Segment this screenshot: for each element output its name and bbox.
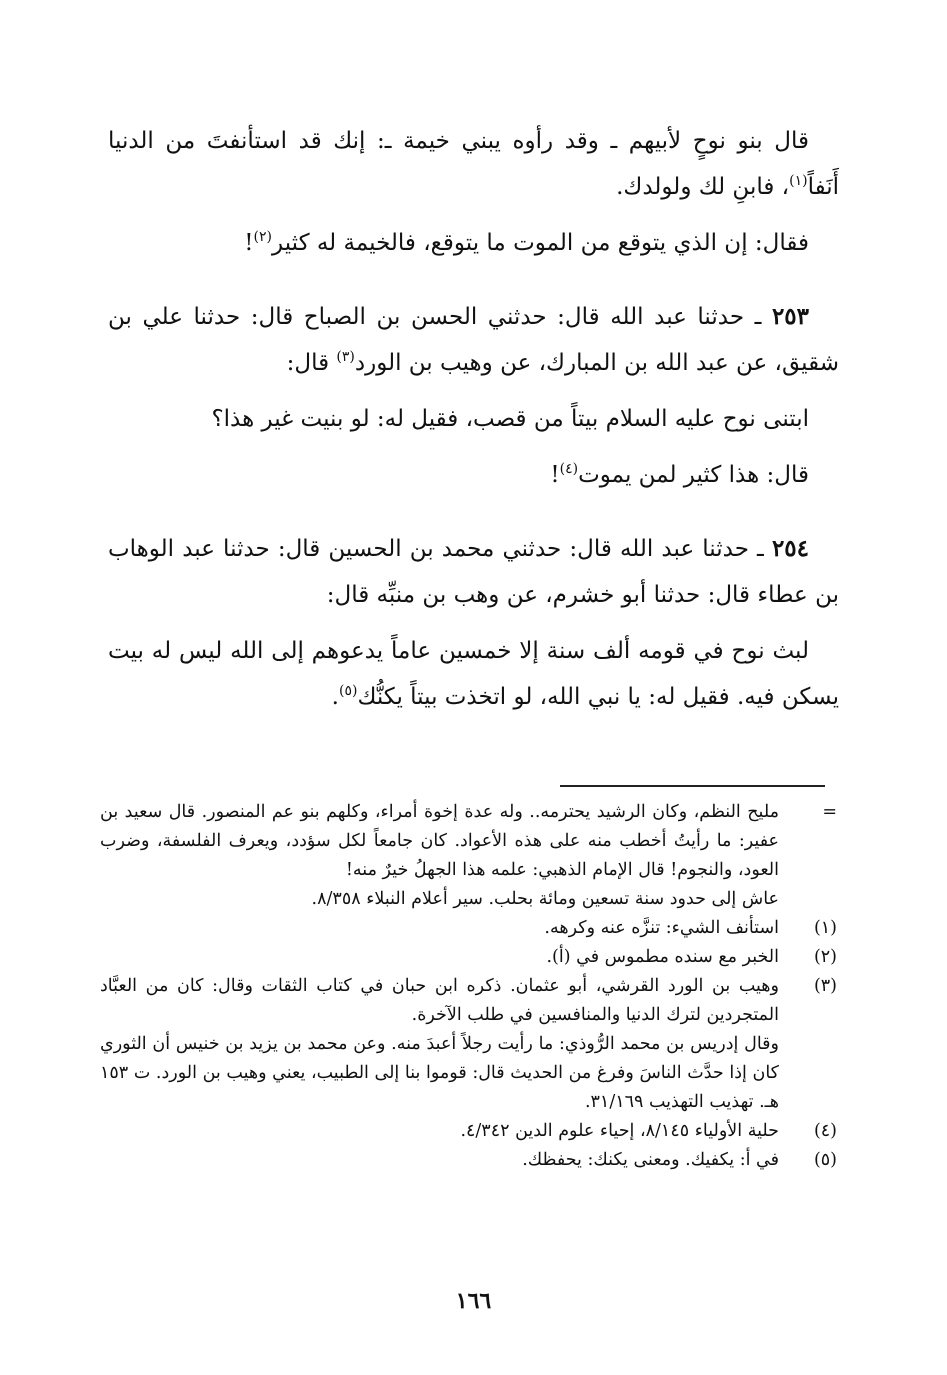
footnote-text: الخبر مع سنده مطموس في (أ).	[546, 947, 779, 967]
footnote-text: في أ: يكفيك. ومعنى يكنك: يحفظك.	[522, 1150, 779, 1170]
text-run: !	[244, 230, 254, 256]
paragraph	[108, 220, 839, 266]
footnote-text: عاش إلى حدود سنة تسعين ومائة بحلب. سير أعلام النبلاء ٨/٣٥٨.	[311, 889, 779, 909]
text-run: قال بنو نوحٍ لأبيهم ـ وقد رأوه يبني خيمة ـ: إنك قد استأنفتَ من الدنيا أَنَفاً	[108, 128, 839, 200]
footnote-ref-1[interactable]: (١)	[789, 173, 808, 189]
paragraph: ابتنى نوح عليه السلام بيتاً من قصب، فقيل له: لو بنيت غير هذا؟	[211, 406, 809, 432]
page-number: ١٦٦	[455, 1288, 492, 1314]
paragraph	[108, 628, 839, 720]
text-run: ـ حدثنا عبد الله قال: حدثني الحسن بن الصباح قال: حدثنا علي بن شقيق، عن عبد الله بن المبارك، عن وهيب بن الورد	[108, 304, 839, 376]
footnotes	[100, 798, 837, 1175]
text-run: !	[550, 462, 560, 488]
text-run: فقال: إن الذي يتوقع من الموت ما يتوقع، فالخيمة له كثير	[272, 230, 809, 256]
footnote-text: استأنف الشيء: تنزَّه عنه وكرهه.	[544, 918, 779, 938]
paragraph	[108, 452, 839, 498]
footnote-5	[100, 1146, 837, 1175]
footnote-1	[100, 914, 837, 943]
hadith-entry-254	[108, 526, 839, 618]
footnote-text: حلية الأولياء ٨/١٤٥، إحياء علوم الدين ٤/٣٤٢.	[460, 1121, 779, 1141]
entry-number: ٢٥٣	[771, 303, 809, 330]
hadith-entry-253	[108, 294, 839, 386]
text-run: ـ حدثنا عبد الله قال: حدثني محمد بن الحسين قال: حدثنا عبد الوهاب بن عطاء قال: حدثنا أبو خشرم، عن وهب بن منبِّه قال:	[108, 536, 839, 608]
footnote-ref-5[interactable]: (٥)	[338, 683, 358, 699]
footnote-mark: (٣)	[813, 976, 837, 996]
paragraph	[108, 118, 839, 210]
text-run: لبث نوح في قومه ألف سنة إلا خمسين عاماً يدعوهم إلى الله ليس له بيت يسكن فيه. فقيل له: يا نبي الله، لو اتخذت بيتاً يكنُّك	[108, 638, 839, 710]
footnote-text: وقال إدريس بن محمد الرُّوذي: ما رأيت رجلاً أعبدَ منه. وعن محمد بن يزيد بن خنيس أن الثوري كان إذا حدَّث الناسَ وفرغ من الحديث قال: قوموا بنا إلى الطبيب، يعني وهيب بن الورد. ت ١٥٣ هـ. تهذيب التهذيب ٣١/١٦٩.	[100, 1034, 779, 1112]
footnote-ref-4[interactable]: (٤)	[559, 461, 579, 477]
footnote-mark: (٢)	[813, 947, 837, 967]
footnote-text: وهيب بن الورد القرشي، أبو عثمان. ذكره ابن حبان في كتاب الثقات وقال: كان من العبَّاد المتجردين لترك الدنيا والمنافسين في طلب الآخرة.	[100, 976, 779, 1025]
text-run: ، فابنِ لك ولولدك.	[616, 174, 790, 200]
text-run: .	[331, 684, 339, 710]
footnote-mark: (١)	[813, 918, 837, 938]
footnote-ref-3[interactable]: (٣)	[336, 349, 355, 365]
entry-number: ٢٥٤	[771, 535, 809, 562]
footnote-3	[100, 972, 837, 1117]
footnote-ref-2[interactable]: (٢)	[253, 229, 273, 245]
footnote-mark: =	[822, 802, 837, 822]
text-run: قال:	[286, 350, 337, 376]
footnote-2	[100, 943, 837, 972]
footnote-continuation	[100, 798, 837, 914]
footnote-text: مليح النظم، وكان الرشيد يحترمه.. وله عدة إخوة أمراء، وكلهم بنو عم المنصور. قال سعيد بن عفير: ما رأيتُ أخطب منه على هذه الأعواد. كان جامعاً لكل سؤدد، ويعرف الفلسفة، وضرب العود، والنجوم! قال الإمام الذهبي: علمه هذا الجهلُ خيرٌ منه!	[100, 802, 779, 880]
footnote-separator	[560, 785, 825, 787]
footnote-4	[100, 1117, 837, 1146]
footnote-mark: (٤)	[813, 1121, 837, 1141]
footnote-mark: (٥)	[813, 1150, 837, 1170]
main-text	[108, 118, 839, 720]
text-run: قال: هذا كثير لمن يموت	[578, 462, 809, 488]
